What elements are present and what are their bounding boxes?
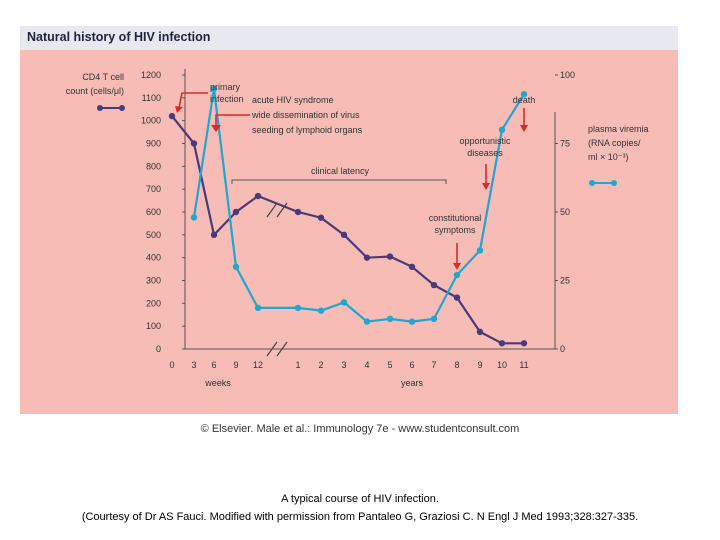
x-tick-label: 11 — [519, 360, 529, 370]
bracket-clinical-latency — [232, 180, 446, 184]
cd4-point — [191, 140, 197, 146]
x-tick-label: 3 — [341, 360, 347, 370]
viremia-point — [454, 272, 460, 278]
axis-break-mark — [267, 203, 277, 217]
annotation-clinical-latency: clinical latency — [310, 166, 370, 176]
arrow-primary-infection-head — [175, 106, 183, 113]
x-tick-label: 7 — [431, 360, 437, 370]
viremia-point — [255, 305, 261, 311]
left-tick-label: 100 — [145, 321, 161, 332]
copyright-line: © Elsevier. Male et al.: Immunology 7e - www.studentconsult.com — [200, 423, 520, 435]
viremia-point — [341, 299, 347, 305]
viremia-point — [431, 316, 437, 322]
annotation-opportunistic-line-1: opportunistic — [459, 136, 511, 146]
x-tick-label: 9 — [233, 360, 239, 370]
left-tick-label: 1000 — [140, 115, 161, 126]
x-tick-label: 8 — [454, 360, 460, 370]
viremia-point — [318, 307, 324, 313]
viremia-line — [194, 89, 524, 322]
figure-title: Natural history of HIV infection — [27, 30, 211, 44]
x-tick-label: 12 — [252, 360, 264, 370]
cd4-point — [255, 193, 261, 199]
viremia-point — [387, 316, 393, 322]
viremia-point — [477, 247, 483, 253]
right-axis-label-line-2: (RNA copies/ — [588, 138, 641, 148]
x-tick-label: 9 — [477, 360, 483, 370]
left-tick-label: 900 — [145, 138, 161, 149]
left-tick-label: 600 — [145, 207, 161, 217]
cd4-point — [211, 232, 217, 238]
viremia-point — [191, 214, 197, 220]
left-tick-label: 800 — [145, 161, 161, 172]
left-tick-label: 1100 — [141, 92, 161, 103]
cd4-point — [387, 253, 393, 259]
viremia-point — [409, 318, 415, 324]
left-axis-label-line-1: CD4 T cell — [82, 72, 124, 82]
cd4-point — [295, 209, 301, 215]
caption-line-1: A typical course of HIV infection. — [281, 493, 439, 505]
legend-viremia-marker — [589, 180, 595, 186]
annotation-constitutional-line-1: constitutional — [428, 213, 482, 223]
legend-viremia-marker — [611, 180, 617, 186]
viremia-point — [233, 264, 239, 270]
cd4-point — [454, 294, 460, 300]
legend-cd4-marker — [119, 105, 125, 111]
cd4-point — [521, 340, 527, 346]
legend-cd4-marker — [97, 105, 103, 111]
cd4-point — [233, 209, 239, 215]
viremia-point — [499, 127, 505, 133]
arrow-death-head — [520, 125, 528, 132]
viremia-point — [295, 305, 301, 311]
left-tick-label: 700 — [145, 184, 161, 195]
x-tick-label: 2 — [318, 360, 324, 370]
right-tick-label: 0 — [560, 344, 566, 354]
annotation-acute-line-1: acute HIV syndrome — [252, 95, 334, 105]
right-tick-label: 50 — [560, 207, 571, 217]
arrow-constitutional-head — [453, 263, 461, 270]
cd4-point — [318, 215, 324, 221]
arrow-primary-infection — [179, 93, 208, 108]
cd4-point — [341, 232, 347, 238]
cd4-point — [431, 282, 437, 288]
hiv-chart — [20, 50, 678, 414]
right-tick-label: 25 — [560, 275, 571, 286]
x-tick-label: 6 — [211, 360, 217, 370]
x-tick-label: 3 — [191, 360, 197, 370]
left-tick-label: 300 — [145, 275, 161, 286]
arrow-opportunistic-head — [482, 183, 490, 190]
caption — [0, 490, 720, 526]
x-tick-label: 4 — [364, 360, 370, 370]
left-axis-label-line-2: count (cells/μl) — [65, 86, 124, 96]
annotation-opportunistic-line-2: diseases — [467, 148, 503, 158]
cd4-point — [477, 329, 483, 335]
right-axis-label-line-3: ml × 10⁻³) — [588, 152, 629, 162]
left-tick-label: 500 — [145, 229, 161, 240]
right-tick-label: 75 — [560, 138, 571, 149]
right-tick-label: 100 — [560, 70, 576, 80]
x-tick-label: 0 — [169, 360, 175, 370]
x-tick-label: 10 — [496, 360, 508, 370]
plot-panel — [20, 50, 678, 414]
viremia-point — [364, 318, 370, 324]
x-unit-weeks: weeks — [205, 378, 231, 388]
left-tick-label: 200 — [145, 298, 161, 309]
left-tick-label: 0 — [155, 344, 161, 354]
x-tick-label: 1 — [295, 360, 301, 370]
cd4-point — [409, 264, 415, 270]
cd4-point — [364, 254, 370, 260]
cd4-point — [169, 113, 175, 119]
annotation-acute-line-3: seeding of lymphoid organs — [252, 125, 363, 135]
cd4-point — [499, 340, 505, 346]
left-tick-label: 400 — [145, 252, 161, 263]
x-tick-label: 6 — [409, 360, 415, 370]
x-unit-years: years — [400, 378, 424, 388]
annotation-acute-line-2: wide dissemination of virus — [252, 110, 360, 120]
arrow-acute — [216, 115, 250, 126]
annotation-constitutional-line-2: symptoms — [434, 225, 476, 235]
annotation-death: death — [512, 95, 536, 105]
annotation-primary-infection-line-2: infection — [210, 94, 244, 104]
annotation-primary-infection-line-1: primary — [210, 82, 241, 92]
x-tick-label: 5 — [387, 360, 393, 370]
left-tick-label: 1200 — [140, 70, 161, 80]
right-axis-label-line-1: plasma viremia — [588, 124, 649, 134]
caption-line-2: (Courtesy of Dr AS Fauci. Modified with permission from Pantaleo G, Graziosi C. N Engl J Med 1993;328:327-335. — [81, 511, 639, 523]
